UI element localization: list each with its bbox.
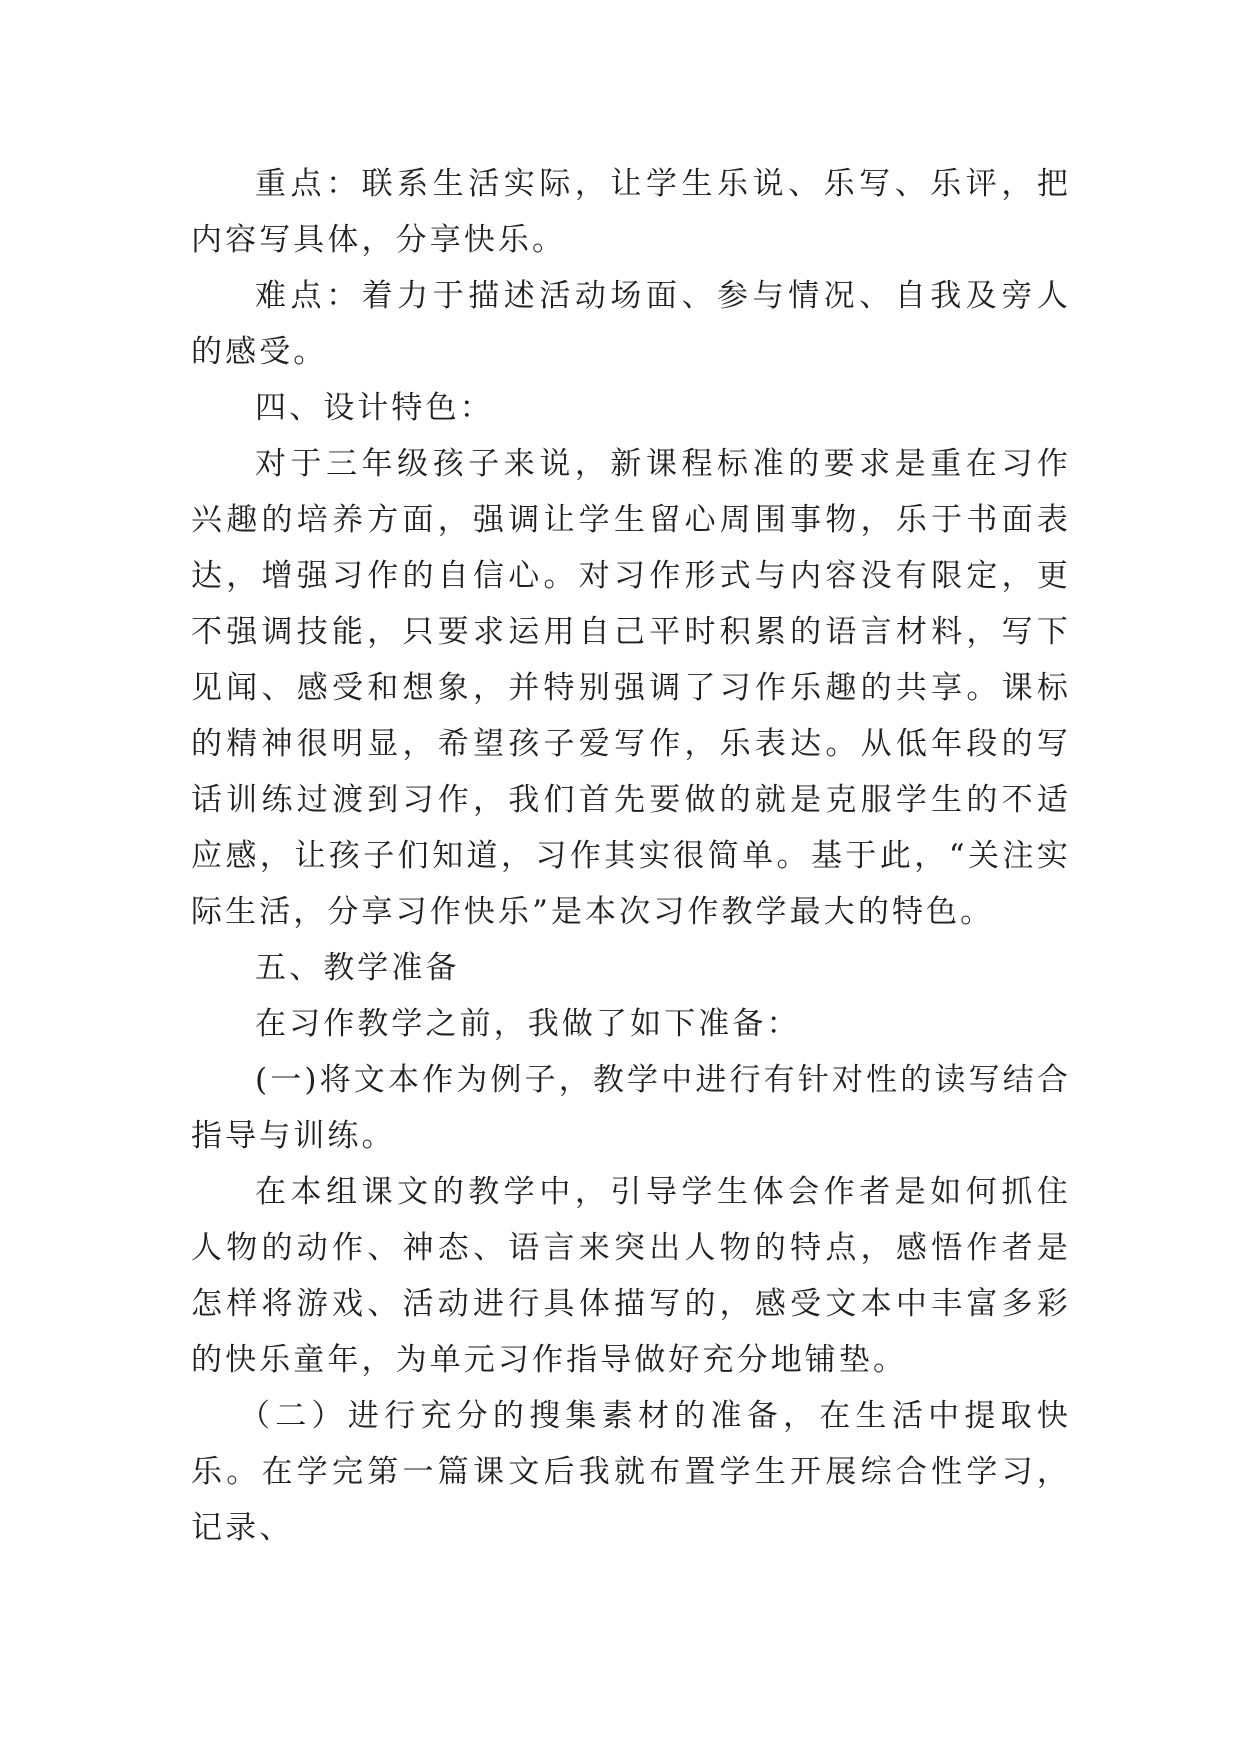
paragraph-design-features: 对于三年级孩子来说，新课程标准的要求是重在习作兴趣的培养方面，强调让学生留心周围事物，乐于书面表达，增强习作的自信心。对习作形式与内容没有限定，更不强调技能，只要求运用自己平时积累的语言材料，写下见闻、感受和想象，并特别强调了习作乐趣的共享。课标的精神很明显，希望孩子爱写作，乐表达。从低年段的写话训练过渡到习作，我们首先要做的就是克服学生的不适应感，让孩子们知道，习作其实很简单。基于此，“关注实际生活，分享习作快乐”是本次习作教学最大的特色。 <box>191 446 1071 930</box>
paragraph-key-points: 重点：联系生活实际，让学生乐说、乐写、乐评，把内容写具体，分享快乐。 <box>191 166 1071 258</box>
paragraph-preparation-one: (一)将文本作为例子，教学中进行有针对性的读写结合指导与训练。 <box>191 1062 1071 1154</box>
heading-teaching-preparation: 五、教学准备 <box>255 950 460 986</box>
document-body <box>191 156 1071 1556</box>
paragraph-difficulties: 难点：着力于描述活动场面、参与情况、自我及旁人的感受。 <box>191 278 1071 370</box>
paragraph-text-teaching: 在本组课文的教学中，引导学生体会作者是如何抓住人物的动作、神态、语言来突出人物的特点，感悟作者是怎样将游戏、活动进行具体描写的，感受文本中丰富多彩的快乐童年，为单元习作指导做好充分地铺垫。 <box>191 1174 1071 1378</box>
paragraph-preparation-two: （二）进行充分的搜集素材的准备，在生活中提取快乐。在学完第一篇课文后我就布置学生开展综合性学习，记录、 <box>191 1398 1071 1546</box>
heading-design-features: 四、设计特色： <box>255 390 494 426</box>
paragraph-preparation-intro: 在习作教学之前，我做了如下准备： <box>255 1006 801 1042</box>
